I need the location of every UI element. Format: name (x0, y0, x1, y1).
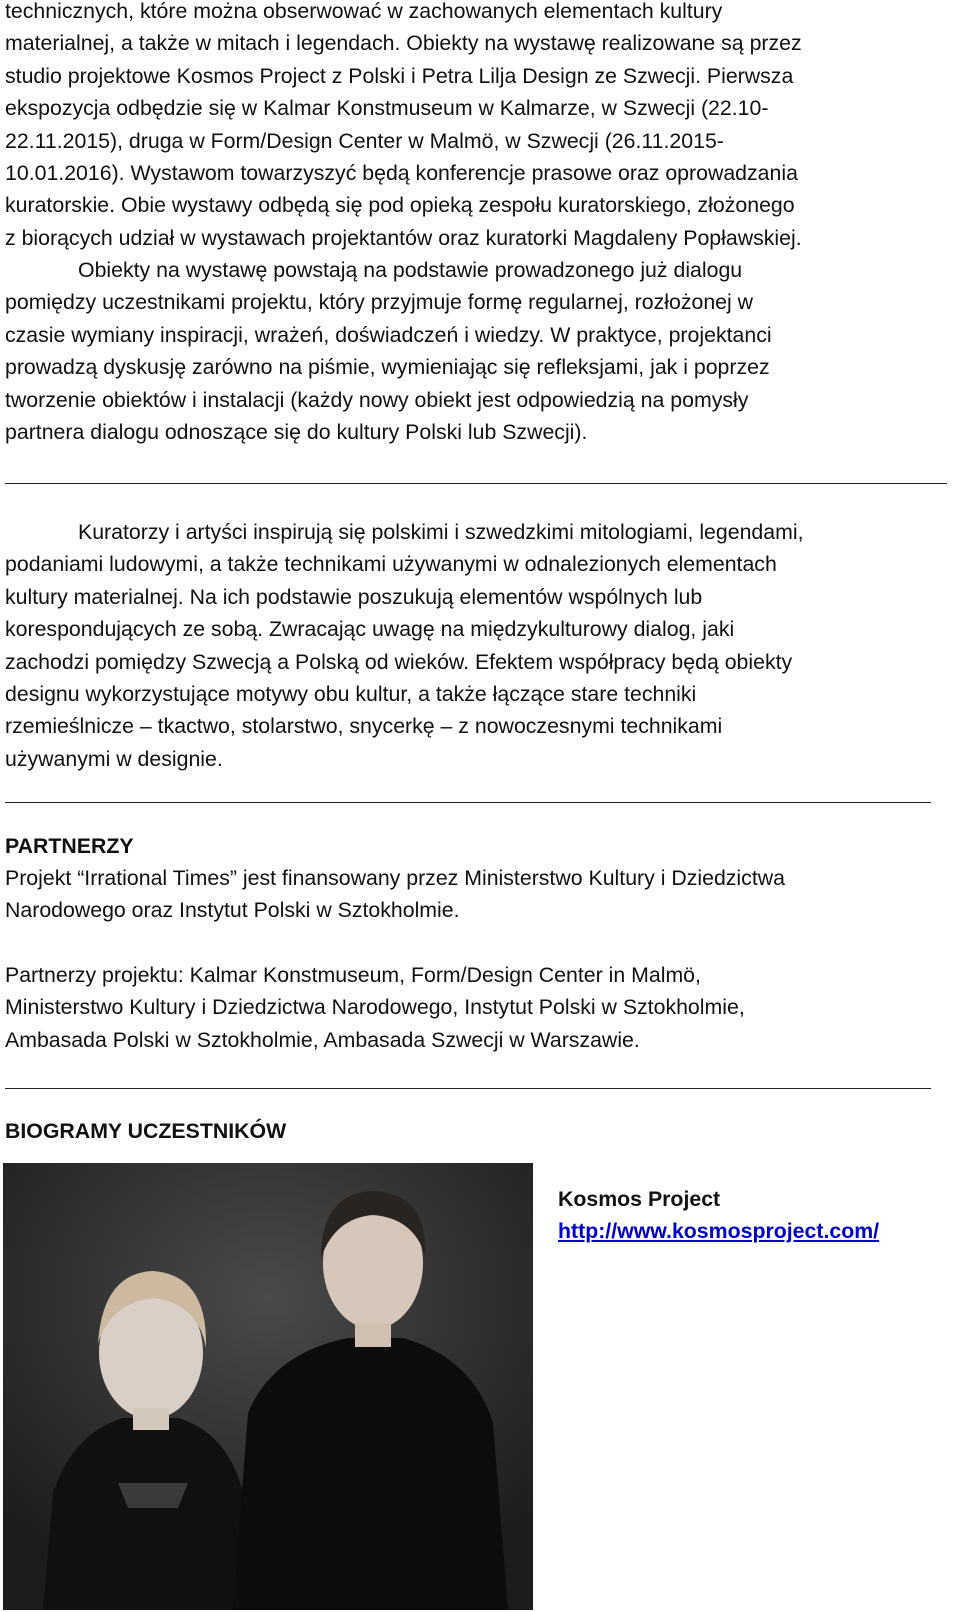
text-line: Kuratorzy i artyści inspirują się polskimi i szwedzkimi mitologiami, legendami, (78, 520, 804, 544)
text-line: studio projektowe Kosmos Project z Polski i Petra Lilja Design ze Szwecji. Pierwsza (5, 63, 794, 88)
participant-name: Kosmos Project (558, 1187, 721, 1211)
text-line: używanymi w designie. (5, 746, 223, 771)
funding-paragraph (5, 862, 935, 927)
biographies-heading: BIOGRAMY UCZESTNIKÓW (5, 1119, 287, 1143)
text-line: rzemieślnicze – tkactwo, stolarstwo, snycerkę – z nowoczesnymi technikami (5, 714, 723, 739)
text-line: czasie wymiany inspiracji, wrażeń, doświadczeń i wiedzy. W praktyce, projektanci (5, 322, 772, 347)
text-line: 22.11.2015), druga w Form/Design Center w Malmö, w Szwecji (26.11.2015- (5, 128, 724, 153)
text-line: Narodowego oraz Instytut Polski w Sztokholmie. (5, 898, 460, 923)
text-line: podaniami ludowymi, a także technikami używanymi w odnalezionych elementach (5, 552, 777, 577)
partners-heading: PARTNERZY (5, 834, 134, 858)
text-line: technicznych, które można obserwować w zachowanych elementach kultury (5, 0, 723, 23)
text-line: ekspozycja odbędzie się w Kalmar Konstmuseum w Kalmarze, w Szwecji (22.10- (5, 96, 769, 121)
intro-paragraph (5, 0, 935, 254)
text-line: korespondujących ze sobą. Zwracając uwagę na międzykulturowy dialog, jaki (5, 617, 735, 642)
text-line: partnera dialogu odnoszące się do kultury Polski lub Szwecji). (5, 420, 588, 445)
text-line: Projekt “Irrational Times” jest finansowany przez Ministerstwo Kultury i Dziedzictwa (5, 866, 785, 890)
curators-paragraph (5, 516, 935, 775)
text-line: z biorących udział w wystawach projektantów oraz kuratorki Magdaleny Popławskiej. (5, 225, 802, 250)
section-divider (5, 802, 931, 803)
text-line: kultury materialnej. Na ich podstawie poszukują elementów wspólnych lub (5, 584, 703, 609)
text-line: materialnej, a także w mitach i legendach. Obiekty na wystawę realizowane są przez (5, 31, 802, 56)
participants-portrait-illustration (3, 1163, 533, 1610)
section-divider (5, 1088, 931, 1089)
participant-info (558, 1183, 879, 1247)
text-line: 10.01.2016). Wystawom towarzyszyć będą konferencje prasowe oraz oprowadzania (5, 161, 798, 186)
text-line: tworzenie obiektów i instalacji (każdy nowy obiekt jest odpowiedzią na pomysły (5, 387, 749, 412)
dialog-paragraph (5, 254, 935, 448)
text-line: zachodzi pomiędzy Szwecją a Polską od wieków. Efektem współpracy będą obiekty (5, 649, 793, 674)
text-line: Obiekty na wystawę powstają na podstawie prowadzonego już dialogu (78, 258, 743, 282)
participants-photo (3, 1163, 533, 1610)
text-line: Ambasada Polski w Sztokholmie, Ambasada Szwecji w Warszawie. (5, 1027, 640, 1052)
text-line: designu wykorzystujące motywy obu kultur, a także łączące stare techniki (5, 682, 697, 707)
section-divider (5, 483, 947, 484)
participant-website-link[interactable]: http://www.kosmosproject.com/ (558, 1219, 880, 1243)
text-line: pomiędzy uczestnikami projektu, który przyjmuje formę regularnej, rozłożonej w (5, 290, 754, 315)
text-line: Partnerzy projektu: Kalmar Konstmuseum, Form/Design Center in Malmö, (5, 963, 701, 987)
partners-paragraph (5, 959, 935, 1056)
text-line: prowadzą dyskusję zarówno na piśmie, wymieniając się refleksjami, jak i poprzez (5, 355, 770, 380)
text-line: Ministerstwo Kultury i Dziedzictwa Narodowego, Instytut Polski w Sztokholmie, (5, 995, 745, 1020)
text-line: kuratorskie. Obie wystawy odbędą się pod opieką zespołu kuratorskiego, złożonego (5, 193, 795, 218)
